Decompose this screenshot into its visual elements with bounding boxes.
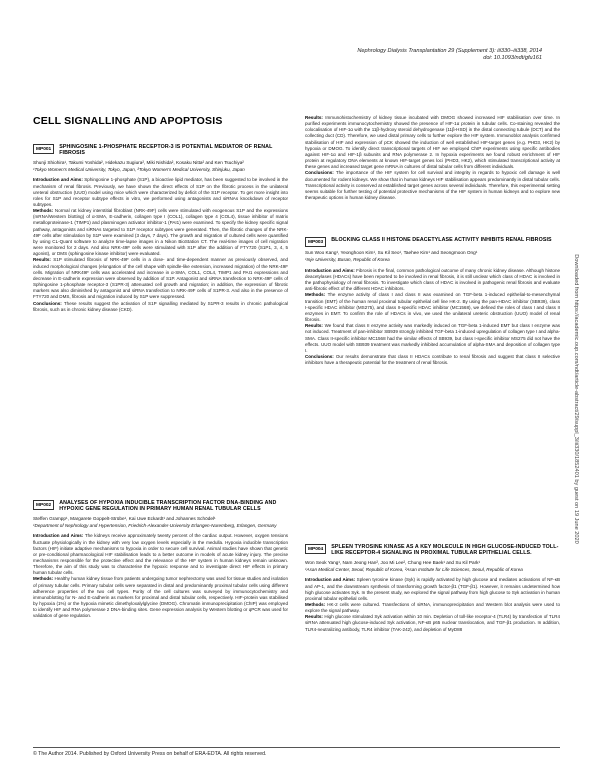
abstract-text: Introduction and Aims: Fibrosis is the final, common pathological outcome of many chronic kidney disease. Although histone deacetylases (HDACs) have been reported to be involved in renal fibrosis, it is still unclear which class of HDAC is involved in the pathophysiology of renal fibrosis. To investigate which class of HDAC is involved in pathogenic renal fibrosis and evaluate anti-fibrotic effect of the different HDAC inhibitors. bbox=[305, 267, 561, 292]
abstract-affiliation: ¹Tokyo Women's Medical University, Tokyo, Japan, ²Tokyo Women's Medical University, Shinjuku, Japan bbox=[33, 166, 245, 172]
abstract-code: MP003 bbox=[305, 237, 326, 247]
abstract-mp002 bbox=[33, 500, 288, 620]
abstract-text: Conclusions: Our results demonstrate that class II HDACs contribute to renal fibrosis and suggest that class II selective inhibitors have a therapeutic potential for the treatment of renal fibrosis. bbox=[305, 353, 561, 366]
abstract-title: SPHINGOSINE 1-PHOSPHATE RECEPTOR-3 IS POTENTIAL MEDIATOR OF RENAL FIBROSIS bbox=[59, 144, 273, 157]
abstract-mp004 bbox=[305, 544, 560, 633]
abstract-text: Introduction and Aims: Spleen tyrosine kinase (Syk) is rapidly activated by high glucose and mediates activations of NF-κB and AP-1, and the downstream synthesis of transforming growth factor-β1 (TGF-β1). However, it remains undetermined how high glucose activates Syk. In the present study, we explored the signal pathway from high glucose to Syk activation in human proximal tubular epithelial cells. bbox=[305, 577, 561, 601]
abstract-code: MP002 bbox=[33, 500, 54, 510]
footer-divider bbox=[33, 747, 560, 748]
section-title: CELL SIGNALLING AND APOPTOSIS bbox=[33, 115, 223, 127]
abstract-text: Introduction and Aims: Sphingosine 1-phosphate (S1P), a bioactive lipid mediator, has been suggested to be involved in the mechanism of renal fibrosis. Previously, we have shown the direct effects of S1P on the fibrotic process in the unilateral ureteral obstruction (UUO) model using mice which were characterized by deficit of the S1P receptor. To get more insight into roles for S1P and receptor subtype effects in vitro, we performed using antagonists and siRNAs knockdown of receptor subtypes. bbox=[33, 177, 289, 208]
abstract-text: Methods: The enzyme activity of class I and class II was examined on TGF-beta 1-induced epithelial-to-mesenchymal transition (EMT) of the human renal proximal tubular epithelial cell line HK-2. By using the pan-HDAC inhibitor (SB939), class I-specific HDAC inhibitor (MS275), and class II-specific HDAC inhibitor (MC1568), we defined the roles of class I and class II enzymes in EMT. To confirm the role of HDACs in vivo, we used the unilateral ureteric obstruction (UUO) model of renal fibrosis. bbox=[305, 292, 560, 323]
abstract-code: MP004 bbox=[305, 544, 326, 554]
abstract-title: BLOCKING CLASS II HISTONE DEACETYLASE ACTIVITY INHIBITS RENAL FIBROSIS bbox=[331, 237, 552, 243]
abstract-text: Methods: Normal rat kidney interstitial fibroblast (NRK-49F) cells were stimulated with exogenous S1P and the expressions (mRNA/Western blotting) of α-SMA, E-cadherin, collagen type I (COL1), collagen type 4 (COL4), tissue inhibitor of matrix metalloproteinase-1 (TIMP1) and plasminogen activator inhibitor-1 (PAI1) were examined. To specify the kidney specific signal pathway, antagonists and siRNAs targeted to S1P receptor subtypes were generated. Then, the fibrotic changes of the NRK-49F cells after stimulation by S1P were examined (3 days, 7 days). The growth and migration of cultured cells were quantified by using CL-Quant software to analyze time-lapse images in a Nikon BioStation CT. The real-time images of cell migration were monitored for 2 days. And also NRK-49F cells were stimulated with S1P after the addition of FTY720 (S1P1, 3, 4, 5 agonist), or DMS (sphingosine kinase inhibitor) were evaluated. bbox=[33, 208, 289, 257]
journal-citation: Nephrology Dialysis Transplantation 29 (Supplement 3): iii330–iii338, 2014 bbox=[357, 48, 542, 54]
abstract-title: ANALYSES OF HYPOXIA INDUCIBLE TRANSCRIPTION FACTOR DNA-BINDING AND HYPOXIC GENE REGULATION IN PRIMARY HUMAN RENAL TUBULAR CELLS bbox=[59, 500, 277, 513]
abstract-text: Results: Immunohistochemistry of kidney tissue incubated with DMOG showed increased HIF stabilisation over time. In purified experiments immunocytochemistry showed the presence of HIF-1α protein in tubular cells. Co-staining revealed the colocalisation of HIF-1α with the 11β-hydroxy steroid dehydrogenase (11β-HSD) in the distal connecting tubule (DCT) and the collecting duct (CD). Therefore, we used distal primary cells to further explore the HIF system. Immunoblot analysis confirmed stabilisation of HIF and expression of pCK showed the induction of well established HIF-target genes (e.g. PHD3, HK2) by hypoxia or DMOG. To identify direct transcriptional targets of HIF we employed ChIP experiments using specific antibodies against HIF-1α and HIF-1β subunits and RNA polymerase 2. In hypoxia experiments we found robust enrichment of HIF protein at regulatory DNA elements at known HIF-target genes loci (PHD3, HK2), which stimulated transcriptional activity at these genes and increased target gene mRNA in cultures of distal tubular cells from different individuals. bbox=[305, 115, 560, 170]
abstract-mp003 bbox=[305, 237, 560, 366]
download-watermark bbox=[572, 120, 580, 680]
abstract-authors: Won Seok Yang¹, Nam Jeong Han², Joo Mi Lee², Chung Hee Baek¹ and Su Kil Park¹ bbox=[305, 559, 481, 565]
abstract-text: Methods: HK-2 cells were cultured. Transfections of siRNA, immunoprecipitation and Western blot analysis were used to explore the signal pathway. bbox=[305, 602, 560, 614]
abstract-authors: Steffen Grampp¹, Margarete Goppelt-Strübe¹, Kai Uwe Eckardt¹ and Johannes Schödel¹ bbox=[33, 515, 216, 521]
abstract-text: Introduction and Aims: The kidneys receive approximately twenty percent of the cardiac output. However, oxygen tensions fluctuate physiologically in the kidney with very low oxygen levels especially in the medulla. Hypoxia inducible transcription factors (HIF) initiate adaptive mechanisms to hypoxia in order to secure cell survival. Animal studies have shown that genetic or pre-conditional pharmacological HIF stabilisation leads to a better outcome in models of acute kidney injury. The precise mechanisms responsible for the protective effect and the relevance of the HIF system in human kidneys remain unknown. Therefore, the aim of this study was to characterise the hypoxic response and to investigate direct HIF effects in primary human tubular cells. bbox=[33, 533, 289, 576]
abstract-authors: Shunji Shiohira¹, Takumi Yoshida², Hidekazu Sugiura², Miki Nishida², Kosaku Nitta² and Ken Tsuchiya² bbox=[33, 159, 244, 165]
abstract-text: Results: High glucose stimulated Syk activation within 10 min. Depletion of toll-like receptor-4 (TLR4) by transfection of TLR4 siRNA attenuated high glucose-induced Syk activation, NF-κB p65 nuclear translocation, and TGF-β1 production. In addition, TLR4-neutralizing antibody, TLR4 inhibitor (TAK-242), and depletion of MyD88 bbox=[305, 614, 560, 632]
abstract-text: Conclusions: These results suggest the activation of S1P signalling mediated by S1PR-3 results in chronic pathological fibrosis, such as in chronic kidney disease (CKD). bbox=[33, 300, 289, 312]
abstract-text: Conclusions: The importance of the HIF system for cell survival and integrity in regards to hypoxic cell damage is well documented for rodent kidneys. We show that in human kidneys HIF stabilisation appears predominantly in distal tubular cells. Transcriptional activity is conserved at established target genes across several individuals. Therefore, this experimental setting seems suitable for further testing of potential protective mechanisms of the HIF system in human kidneys and to explore new therapeutic options in human kidney disease. bbox=[305, 170, 560, 201]
copyright-footer: © The Author 2014. Published by Oxford University Press on behalf of ERA-EDTA. All rights reserved. bbox=[33, 751, 267, 757]
abstract-text: Results: S1P stimulated fibrosis of NRK-49F cells in a dose- and time-dependent manner as previously observed, and induced morphological changes (elongation of the cell shape with spindle-like extension, increased migration) of the NRK-49F cells. Migration of NRK49F cells was accelerated and increase in α-SMA, COL1, COL4, TIMP1 and PAI1 expressions and decrease in E-cadherin expression were observed by addition of S1P. Antagonist and siRNA transfection to NRK-49F cells of Sphingosine 1-phosphate receptor-3 (S1PR-3) attenuated cell growth and migration; in addition, the expression of fibrotic markers was also diminished by antagonist and siRNA transfection to NRK-49F cells of S1PR-3. And also in the presence of FTY720 and DMS, fibrosis and migration induced by S1P were suppressed. bbox=[33, 257, 288, 300]
abstract-title: SPLEEN TYROSINE KINASE AS A KEY MOLECULE IN HIGH GLUCOSE-INDUCED TOLL-LIKE RECEPTOR-4 SIGNALING IN PROXIMAL TUBULAR EPITHELIAL CELLS. bbox=[331, 544, 559, 557]
abstract-affiliation: ¹Asan Medical Center, Seoul, Republic of Korea, ²Asan Institute for Life Sciences, Seoul, Republic of Korea bbox=[305, 566, 523, 572]
doi: doi: 10.1093/ndt/gfu161 bbox=[483, 55, 542, 61]
abstract-text: Results: We found that class II enzyme activity was markedly induced on TGF-beta 1-induced EMT but class I enzyme was not induced. Treatment of pan-inhibitor SB939 strongly inhibited TGF-beta 1-induced upregulation of collagen type I and alpha-SMA. Class II-specific inhibitor MC1568 had the similar effects of SB939, but class I-specific inhibitor MS275 did not have the effects. UUO model with SB939 treatment was markedly inhibited accumulation of alpha-SMA and deposition of collagen type I. bbox=[305, 323, 561, 353]
download-watermark-text: Downloaded from https://academic.oup.com/ndt/article-abstract/29/suppl_3/iii330/1852401 by guest on 19 June 2020 bbox=[573, 254, 579, 544]
abstract-authors: Sun Woo Kang¹, Yeonghoon Kim¹, Su Kil Seo¹, Taehee Kim¹ and Seongmoon Ong¹ bbox=[305, 250, 478, 255]
abstract-affiliation: ¹Inje University, Busan, Republic of Korea bbox=[305, 257, 390, 262]
abstract-mp002-continued bbox=[305, 115, 560, 201]
abstract-text: Methods: Healthy human kidney tissue from patients undergoing tumor nephrectomy was used for tissue studies and isolation of primary tubular cells. Primary tubular cells were separated in distal and predominantly proximal tubular cells using different adherence properties of the two cell types. Purity of the cell cultures was surveyed by immunocytochemistry and immunoblotting for N- and E-cadherin as markers for proximal and distal tubular cells, respectively. HIF-protein was stabilised by hypoxia (1%) or the hypoxia mimetic dimethyloxalylglycine (DMOG). Chromatin immunoprecipitation (ChIP) was employed to identify HIF and RNA polymerase 2 DNA-binding sites. Gene expression analysis by Western blotting or qPCR was used for validation of gene regulation. bbox=[33, 576, 288, 619]
abstract-affiliation: ¹Department of Nephrology and Hypertension, Friedrich-Alexander-University Erlangen-Nuremberg, Erlangen, Germany bbox=[33, 522, 277, 528]
abstract-code: MP001 bbox=[33, 144, 54, 154]
abstract-mp001 bbox=[33, 144, 288, 313]
journal-header bbox=[357, 48, 542, 62]
